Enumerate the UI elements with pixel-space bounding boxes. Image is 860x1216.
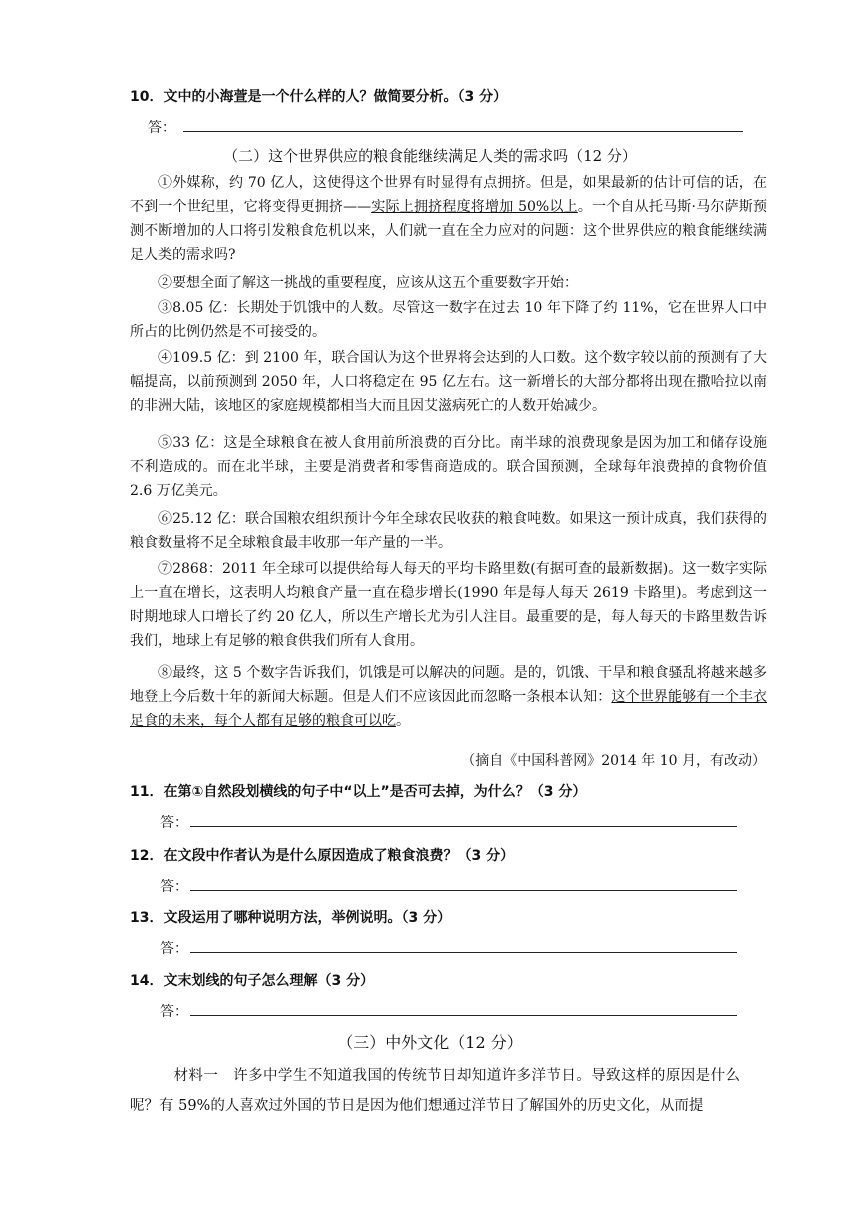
source-citation: （摘自《中国科普网》2014 年 10 月，有改动）	[461, 753, 766, 769]
answer-line[interactable]	[190, 1015, 737, 1016]
underlined-sentence-8: 这个世界能够有一个丰衣足食的未来，每个人都有足够的粮食可以吃	[130, 689, 768, 729]
question-14: 14．文末划线的句子怎么理解（3 分）	[130, 973, 375, 989]
question-12: 12．在文段中作者认为是什么原因造成了粮食浪费？（3 分）	[130, 848, 515, 864]
answer-label: 答：	[148, 120, 176, 136]
paragraph-4: ④109.5 亿：到 2100 年，联合国认为这个世界将会达到的人口数。这个数字较以前的预测有了大幅提高，以前预测到 2050 年，人口将稳定在 95 亿左右。这一新增长的大部分都将出现在撒哈拉以南的非洲大陆，该地区的家庭规模都相当大而且因艾滋病死亡的人数开始减少。	[130, 350, 767, 414]
answer-line[interactable]	[190, 952, 737, 953]
answer-13	[160, 938, 188, 958]
question-10: 10．文中的小海萱是一个什么样的人？做简要分析。（3 分）	[130, 89, 508, 105]
answer-11	[160, 812, 188, 832]
paragraph-6: ⑥25.12 亿：联合国粮农组织预计今年全球农民收获的粮食吨数。如果这一预计成真，我们获得的粮食数量将不足全球粮食最丰收那一年产量的一半。	[130, 511, 767, 551]
section-2-title: （二）这个世界供应的粮食能继续满足人类的需求吗（12 分）	[223, 147, 637, 165]
paragraph-2: ②要想全面了解这一挑战的重要程度，应该从这五个重要数字开始：	[158, 275, 578, 291]
question-13: 13．文段运用了哪种说明方法，举例说明。（3 分）	[130, 910, 452, 926]
answer-line[interactable]	[183, 131, 743, 132]
underlined-sentence-1: 实际上拥挤程度将增加 50%以上	[371, 199, 578, 215]
paragraph-1: ①外媒称，约 70 亿人，这使得这个世界有时显得有点拥挤。但是，如果最新的估计可信的话，在不到一个世纪里，它将变得更拥挤——实际上拥挤程度将增加 50%以上。一个自从托马斯·马尔萨斯预测不断增加的人口将引发粮食危机以来，人们就一直在全力应对的问题：这个世界供应的粮食能继续满足人类的需求吗?	[130, 175, 768, 263]
section-3-title: （三）中外文化（12 分）	[337, 1033, 523, 1052]
paragraph-3: ③8.05 亿：长期处于饥饿中的人数。尽管这一数字在过去 10 年下降了约 11%，它在世界人口中所占的比例仍然是不可接受的。	[130, 300, 767, 340]
paragraph-7: ⑦2868：2011 年全球可以提供给每人每天的平均卡路里数(有据可查的最新数据)。这一数字实际上一直在增长，这表明人均粮食产量一直在稳步增长(1990 年是每人每天 2619 卡路里)。考虑到这一时期地球人口增长了约 20 亿人，所以生产增长尤为引人注目。最重要的是，每人每天的卡路里数告诉我们，地球上有足够的粮食供我们所有人食用。	[130, 561, 767, 649]
answer-label: 答：	[160, 1004, 188, 1020]
answer-line[interactable]	[190, 890, 737, 891]
paragraph-8: ⑧最终，这 5 个数字告诉我们，饥饿是可以解决的问题。是的，饥饿、干旱和粮食骚乱将越来越多地登上今后数十年的新闻大标题。但是人们不应该因此而忽略一条根本认知：这个世界能够有一个丰衣足食的未来，每个人都有足够的粮食可以吃。	[130, 665, 768, 729]
answer-line[interactable]	[190, 826, 737, 827]
answer-10	[148, 117, 176, 137]
answer-label: 答：	[160, 815, 188, 831]
answer-label: 答：	[160, 941, 188, 957]
answer-12	[160, 876, 188, 896]
answer-14	[160, 1001, 188, 1021]
material-1: 材料一 许多中学生不知道我国的传统节日却知道许多洋节日。导致这样的原因是什么呢？有 59%的人喜欢过外国的节日是因为他们想通过洋节日了解国外的历史文化，从而提	[130, 1068, 740, 1114]
question-11: 11．在第①自然段划横线的句子中“以上”是否可去掉，为什么？（3 分）	[130, 784, 587, 800]
answer-label: 答：	[160, 879, 188, 895]
paragraph-5: ⑤33 亿：这是全球粮食在被人食用前所浪费的百分比。南半球的浪费现象是因为加工和储存设施不利造成的。而在北半球，主要是消费者和零售商造成的。联合国预测，全球每年浪费掉的食物价值 2.6 万亿美元。	[130, 435, 767, 499]
